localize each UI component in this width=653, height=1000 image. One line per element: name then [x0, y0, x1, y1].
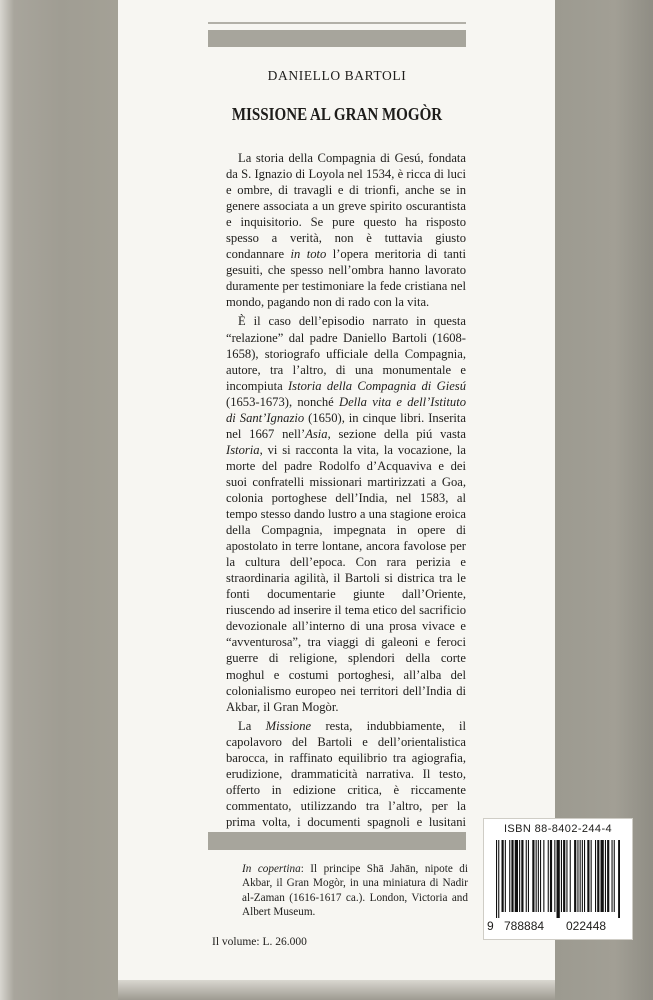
barcode-bar — [550, 840, 552, 912]
barcode-bar — [561, 840, 562, 912]
barcode-bar — [496, 840, 497, 918]
cover-bottom-edge — [118, 980, 555, 1000]
barcode-bar — [612, 840, 613, 912]
barcode-bar — [521, 840, 523, 912]
top-decorative-band — [208, 30, 466, 47]
barcode-bar — [538, 840, 539, 912]
barcode-bar — [595, 840, 596, 912]
bottom-decorative-band — [208, 832, 466, 850]
text-run: (1650), in cinque libri. Inserita nel 1667 nell’ — [226, 410, 466, 441]
ean-digit-group-right: 022448 — [566, 919, 607, 933]
barcode-bar — [574, 840, 576, 912]
ean-digit-group-left: 788884 — [504, 919, 545, 933]
barcode-bar — [528, 840, 529, 912]
italic-run: Istoria — [226, 442, 260, 457]
barcode-bar — [511, 840, 513, 912]
cover-credit-label: In copertina — [242, 863, 301, 875]
text-run: l’opera meritoria di tanti gesuiti, che spesso nell’ombra hanno lavorato duramente per testimoniare la fede cristiana nel mondo, pagando non di rado con la vita. — [226, 247, 467, 310]
italic-run: Missione — [265, 718, 312, 733]
blurb-paragraph — [226, 150, 466, 310]
barcode-bar — [584, 840, 585, 912]
barcode-bar — [532, 840, 534, 912]
italic-run: Asia — [305, 426, 328, 441]
italic-run: in toto — [290, 247, 327, 262]
text-run: resta, indubbiamente, il capolavoro del Bartoli e dell’orientalistica barocca, in raffinato equilibrio tra agiografia, erudizione, drammaticità narrativa. Il testo, offerto in edizione critica, è riccamente commentato, utilizzando tra l’altro, per la prima volta, i documenti spagnoli e lusitani — [226, 718, 467, 829]
ean-digit-prefix: 9 — [487, 919, 494, 933]
cover-left-edge — [0, 0, 118, 1000]
italic-run: Istoria della Compagnia di Giesú — [287, 378, 466, 393]
barcode-bar — [566, 840, 567, 912]
book-title: MISSIONE AL GRAN MOGÒR — [231, 104, 443, 124]
barcode-bar — [597, 840, 599, 912]
barcode-bar — [591, 840, 592, 912]
italic-run: Della vita e dell’Istituto di Sant’Ignazio — [226, 394, 466, 425]
barcode-bar — [570, 840, 571, 912]
barcode-bar — [526, 840, 527, 912]
barcode-bar — [580, 840, 581, 912]
text-run: (1653-1673), nonché — [226, 394, 339, 409]
barcode-bar — [582, 840, 583, 912]
barcode-bar — [515, 840, 518, 912]
author-name: DANIELLO BARTOLI — [267, 68, 407, 83]
blurb-text — [226, 150, 466, 846]
price-label: Il volume: L. 26.000 — [212, 936, 307, 948]
barcode-bar — [505, 840, 506, 912]
cover-credit-text: : Il principe Shā Jahān, nipote di Akbar, il Gran Mogòr, in una miniatura di Nadir al-Zaman (1616-1617 ca.). London, Victoria and Albert Museum. — [242, 863, 469, 919]
cover-credit — [242, 862, 468, 920]
barcode-bar — [543, 840, 544, 912]
barcode-bar — [557, 840, 560, 918]
barcode-bar — [498, 840, 499, 918]
barcode-label — [483, 818, 633, 940]
barcode-bar — [577, 840, 578, 912]
blurb-paragraph — [226, 718, 466, 846]
text-run: La storia della Compagnia di Gesú, fondata da S. Ignazio di Loyola nel 1534, è ricca di luci e ombre, di travagli e di trionfi, anche se in genere associata a un greve spirito oscurantista e inquisitorio. Se pure questo ha risposto spesso a verità, non è tuttavia giusto condannare — [226, 151, 466, 262]
barcode-bar — [587, 840, 589, 912]
text-run: È il caso dell’episodio narrato in questa “relazione” dal padre Daniello Bartoli (1608-1658), storiografo ufficiale della Compagnia, autore, tra l’altro, di una monumentale e incompiuta — [226, 314, 466, 393]
barcode-bar — [540, 840, 541, 912]
blurb-paragraph — [226, 313, 466, 714]
barcode-bar — [618, 840, 620, 918]
isbn-number: ISBN 88-8402-244-4 — [503, 823, 613, 835]
barcode-bar — [536, 840, 537, 912]
barcode-bar — [607, 840, 609, 912]
barcode-bar — [548, 840, 549, 912]
barcode-bar — [601, 840, 604, 912]
text-run: , vi si racconta la vita, la vocazione, la morte del padre Rodolfo d’Acquaviva e dei suoi confratelli missionari martirizzati a Goa, colonia portoghese dell’India, nel 1583, al tempo stesso dando lustro a una stagione eroica della Compagnia, impegnata in opere di apostolato in terre lontane, ancora favolose per la cultura dell’epoca. Con rara perizia e straordinaria agilità, il Bartoli si districa tra le fonti documentarie giunte dall’Oriente, riuscendo ad inserire il tema etico del sacrificio devozionale all’interno di una prosa vivace e “avventurosa”, tra viaggi di galeoni e feroci guerre di religione, splendori della corte moghul e costumi portoghesi, all’alba del colonialismo europeo nei territori dell’India di Akbar, il Gran Mogòr. — [226, 442, 466, 714]
text-run: La — [238, 718, 266, 733]
barcode-icon — [496, 840, 620, 918]
barcode-bar — [605, 840, 606, 912]
barcode-bar — [519, 840, 520, 912]
barcode-bar — [502, 840, 504, 912]
barcode-bar — [554, 840, 555, 912]
barcode-bar — [509, 840, 510, 912]
text-run: , sezione della piú vasta — [327, 426, 466, 441]
barcode-bar — [614, 840, 615, 912]
barcode-bar — [563, 840, 565, 912]
